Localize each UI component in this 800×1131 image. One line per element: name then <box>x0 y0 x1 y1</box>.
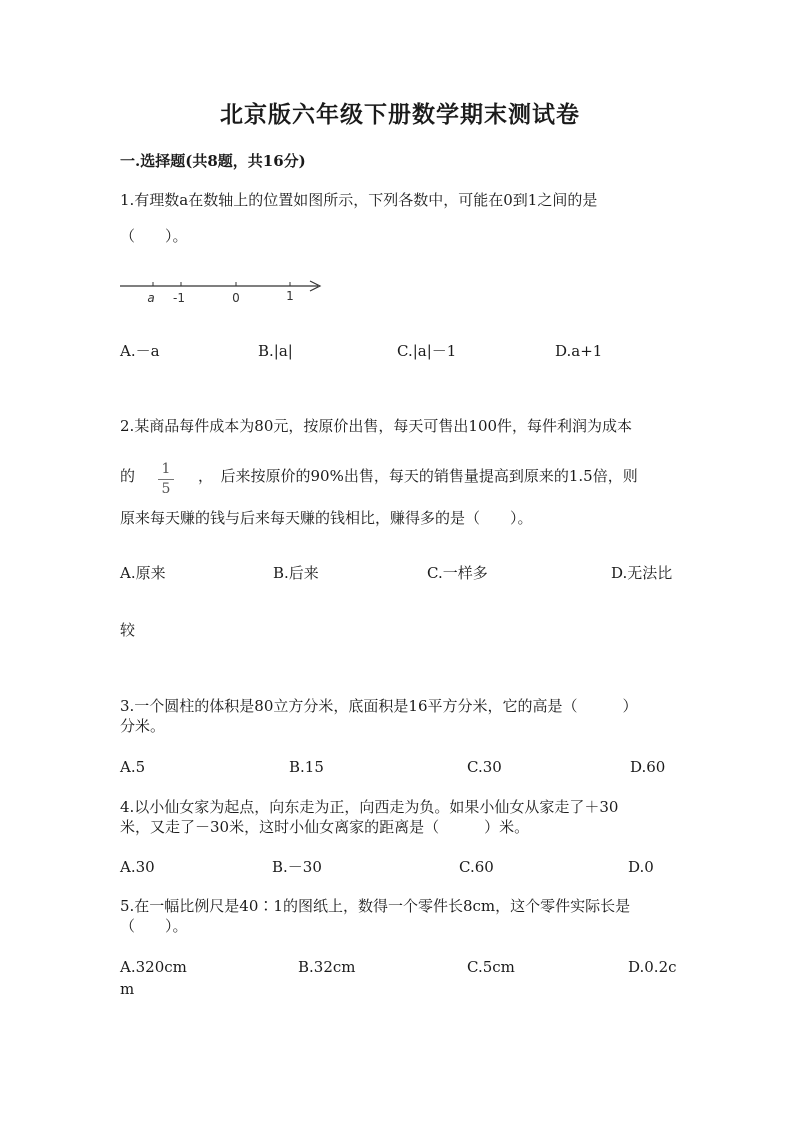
question-2-option-d-wrap: 较 <box>120 621 136 639</box>
question-1-option-c[interactable]: C.|a|－1 <box>397 342 457 360</box>
question-2-line-1: 2.某商品每件成本为80元，按原价出售，每天可售出100件，每件利润为成本 <box>120 417 633 435</box>
question-2-option-a[interactable]: A.原来 <box>120 564 166 582</box>
question-5-option-d-wrap: m <box>120 980 135 998</box>
question-1-option-a[interactable]: A.－a <box>120 342 160 360</box>
fraction-denominator: 5 <box>161 481 171 497</box>
question-1-line-2: （ ）。 <box>120 227 188 245</box>
question-2-option-b[interactable]: B.后来 <box>273 564 319 582</box>
question-4-line-1: 4.以小仙女家为起点，向东走为正，向西走为负。如果小仙女从家走了＋30 <box>120 798 619 816</box>
question-3-line-2: 分米。 <box>120 717 166 735</box>
question-3-option-a[interactable]: A.5 <box>120 758 146 776</box>
question-4-option-d[interactable]: D.0 <box>628 858 654 876</box>
question-2-line-2-start: 的 <box>120 467 136 485</box>
question-3-option-c[interactable]: C.30 <box>467 758 502 776</box>
page-title: 北京版六年级下册数学期末测试卷 <box>220 101 580 128</box>
label-0: 0 <box>232 291 240 305</box>
question-5-option-d[interactable]: D.0.2c <box>628 958 677 976</box>
label-a: a <box>147 291 155 305</box>
number-line-figure <box>115 274 330 308</box>
question-3-option-d[interactable]: D.60 <box>630 758 666 776</box>
fraction-one-fifth <box>156 462 176 497</box>
fraction-numerator: 1 <box>161 461 171 477</box>
question-5-option-a[interactable]: A.320cm <box>120 958 187 976</box>
question-5-option-b[interactable]: B.32cm <box>298 958 356 976</box>
question-4-option-b[interactable]: B.－30 <box>272 858 322 876</box>
question-2-line-3: 原来每天赚的钱与后来每天赚的钱相比，赚得多的是（ ）。 <box>120 509 533 527</box>
question-2-line-2-end: ， 后来按原价的90%出售，每天的销售量提高到原来的1.5倍，则 <box>198 467 638 485</box>
label-1: 1 <box>286 289 294 303</box>
question-4-option-a[interactable]: A.30 <box>120 858 155 876</box>
question-1-line-1: 1.有理数a在数轴上的位置如图所示，下列各数中，可能在0到1之间的是 <box>120 191 598 209</box>
question-5-line-2: （ ）。 <box>120 917 188 935</box>
question-2-option-d[interactable]: D.无法比 <box>611 564 673 582</box>
fraction-bar <box>158 479 174 480</box>
question-5-line-1: 5.在一幅比例尺是40∶1的图纸上，数得一个零件长8cm，这个零件实际长是 <box>120 897 631 915</box>
label-minus-1: -1 <box>173 291 185 305</box>
question-4-option-c[interactable]: C.60 <box>459 858 494 876</box>
question-1-option-b[interactable]: B.|a| <box>258 342 293 360</box>
question-3-line-1: 3.一个圆柱的体积是80立方分米，底面积是16平方分米，它的高是（ ） <box>120 697 638 715</box>
question-4-line-2: 米，又走了－30米，这时小仙女离家的距离是（ ）米。 <box>120 818 530 836</box>
section-heading: 一.选择题(共8题，共16分) <box>120 152 306 170</box>
question-2-option-c[interactable]: C.一样多 <box>427 564 488 582</box>
question-1-option-d[interactable]: D.a+1 <box>555 342 603 360</box>
question-3-option-b[interactable]: B.15 <box>289 758 324 776</box>
question-5-option-c[interactable]: C.5cm <box>467 958 515 976</box>
